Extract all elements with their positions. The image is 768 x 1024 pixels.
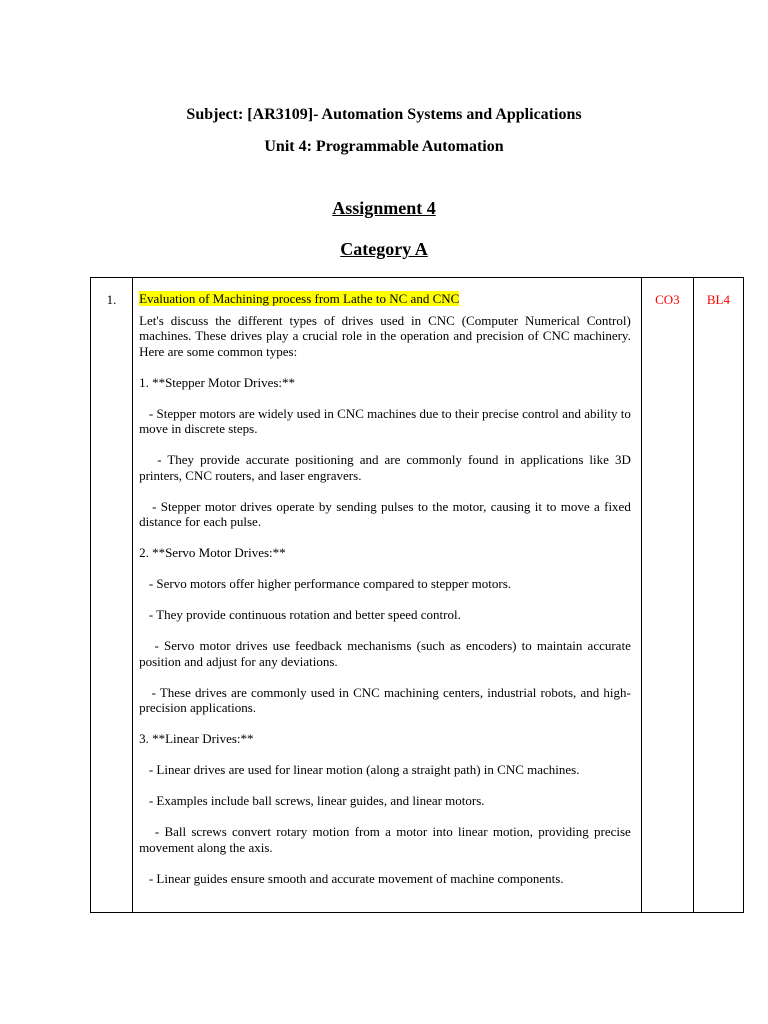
highlighted-title: Evaluation of Machining process from Lathe to NC and CNC (139, 291, 460, 306)
category-heading: Category A (340, 239, 428, 259)
question-content (133, 278, 642, 913)
answer-paragraph: - They provide accurate positioning and are commonly found in applications like 3D printers, CNC routers, and laser engravers. (139, 452, 635, 483)
course-outcome: CO3 (641, 278, 693, 913)
answer-paragraph: - Servo motor drives use feedback mechanisms (such as encoders) to maintain accurate position and adjust for any deviations. (139, 638, 635, 669)
assignment-heading: Assignment 4 (332, 198, 436, 218)
answer-paragraph: - Stepper motor drives operate by sending pulses to the motor, causing it to move a fixed distance for each pulse. (139, 498, 635, 529)
answer-paragraph: - Ball screws convert rotary motion from a motor into linear motion, providing precise movement along the axis. (139, 824, 635, 855)
table-row (91, 278, 744, 913)
answer-paragraph: 3. **Linear Drives:** (139, 731, 254, 746)
answer-paragraph: 2. **Servo Motor Drives:** (139, 545, 286, 560)
answer-body (139, 312, 635, 887)
question-number: 1. (91, 278, 133, 913)
answer-paragraph: 1. **Stepper Motor Drives:** (139, 374, 296, 390)
question-title (139, 291, 631, 307)
answer-paragraph: - Linear drives are used for linear motion (along a straight path) in CNC machines. (139, 762, 580, 777)
answer-paragraph: - Stepper motors are widely used in CNC machines due to their precise control and ability to move in discrete steps. (139, 405, 635, 436)
answer-paragraph: Let's discuss the different types of drives used in CNC (Computer Numerical Control) machines. These drives play a crucial role in the operation and precision of CNC machinery. Here are some common types: (139, 312, 635, 359)
answer-paragraph: - Servo motors offer higher performance compared to stepper motors. (139, 576, 512, 591)
blooms-level: BL4 (693, 278, 743, 913)
answer-paragraph: - Examples include ball screws, linear guides, and linear motors. (139, 793, 485, 808)
answer-paragraph: - They provide continuous rotation and better speed control. (139, 607, 461, 622)
document-unit: Unit 4: Programmable Automation (264, 138, 504, 155)
document-subject: Subject: [AR3109]- Automation Systems and Applications (186, 106, 582, 123)
answer-paragraph: - Linear guides ensure smooth and accurate movement of machine components. (139, 870, 564, 886)
answer-paragraph: - These drives are commonly used in CNC machining centers, industrial robots, and high-precision applications. (139, 684, 631, 715)
question-table (90, 277, 744, 913)
